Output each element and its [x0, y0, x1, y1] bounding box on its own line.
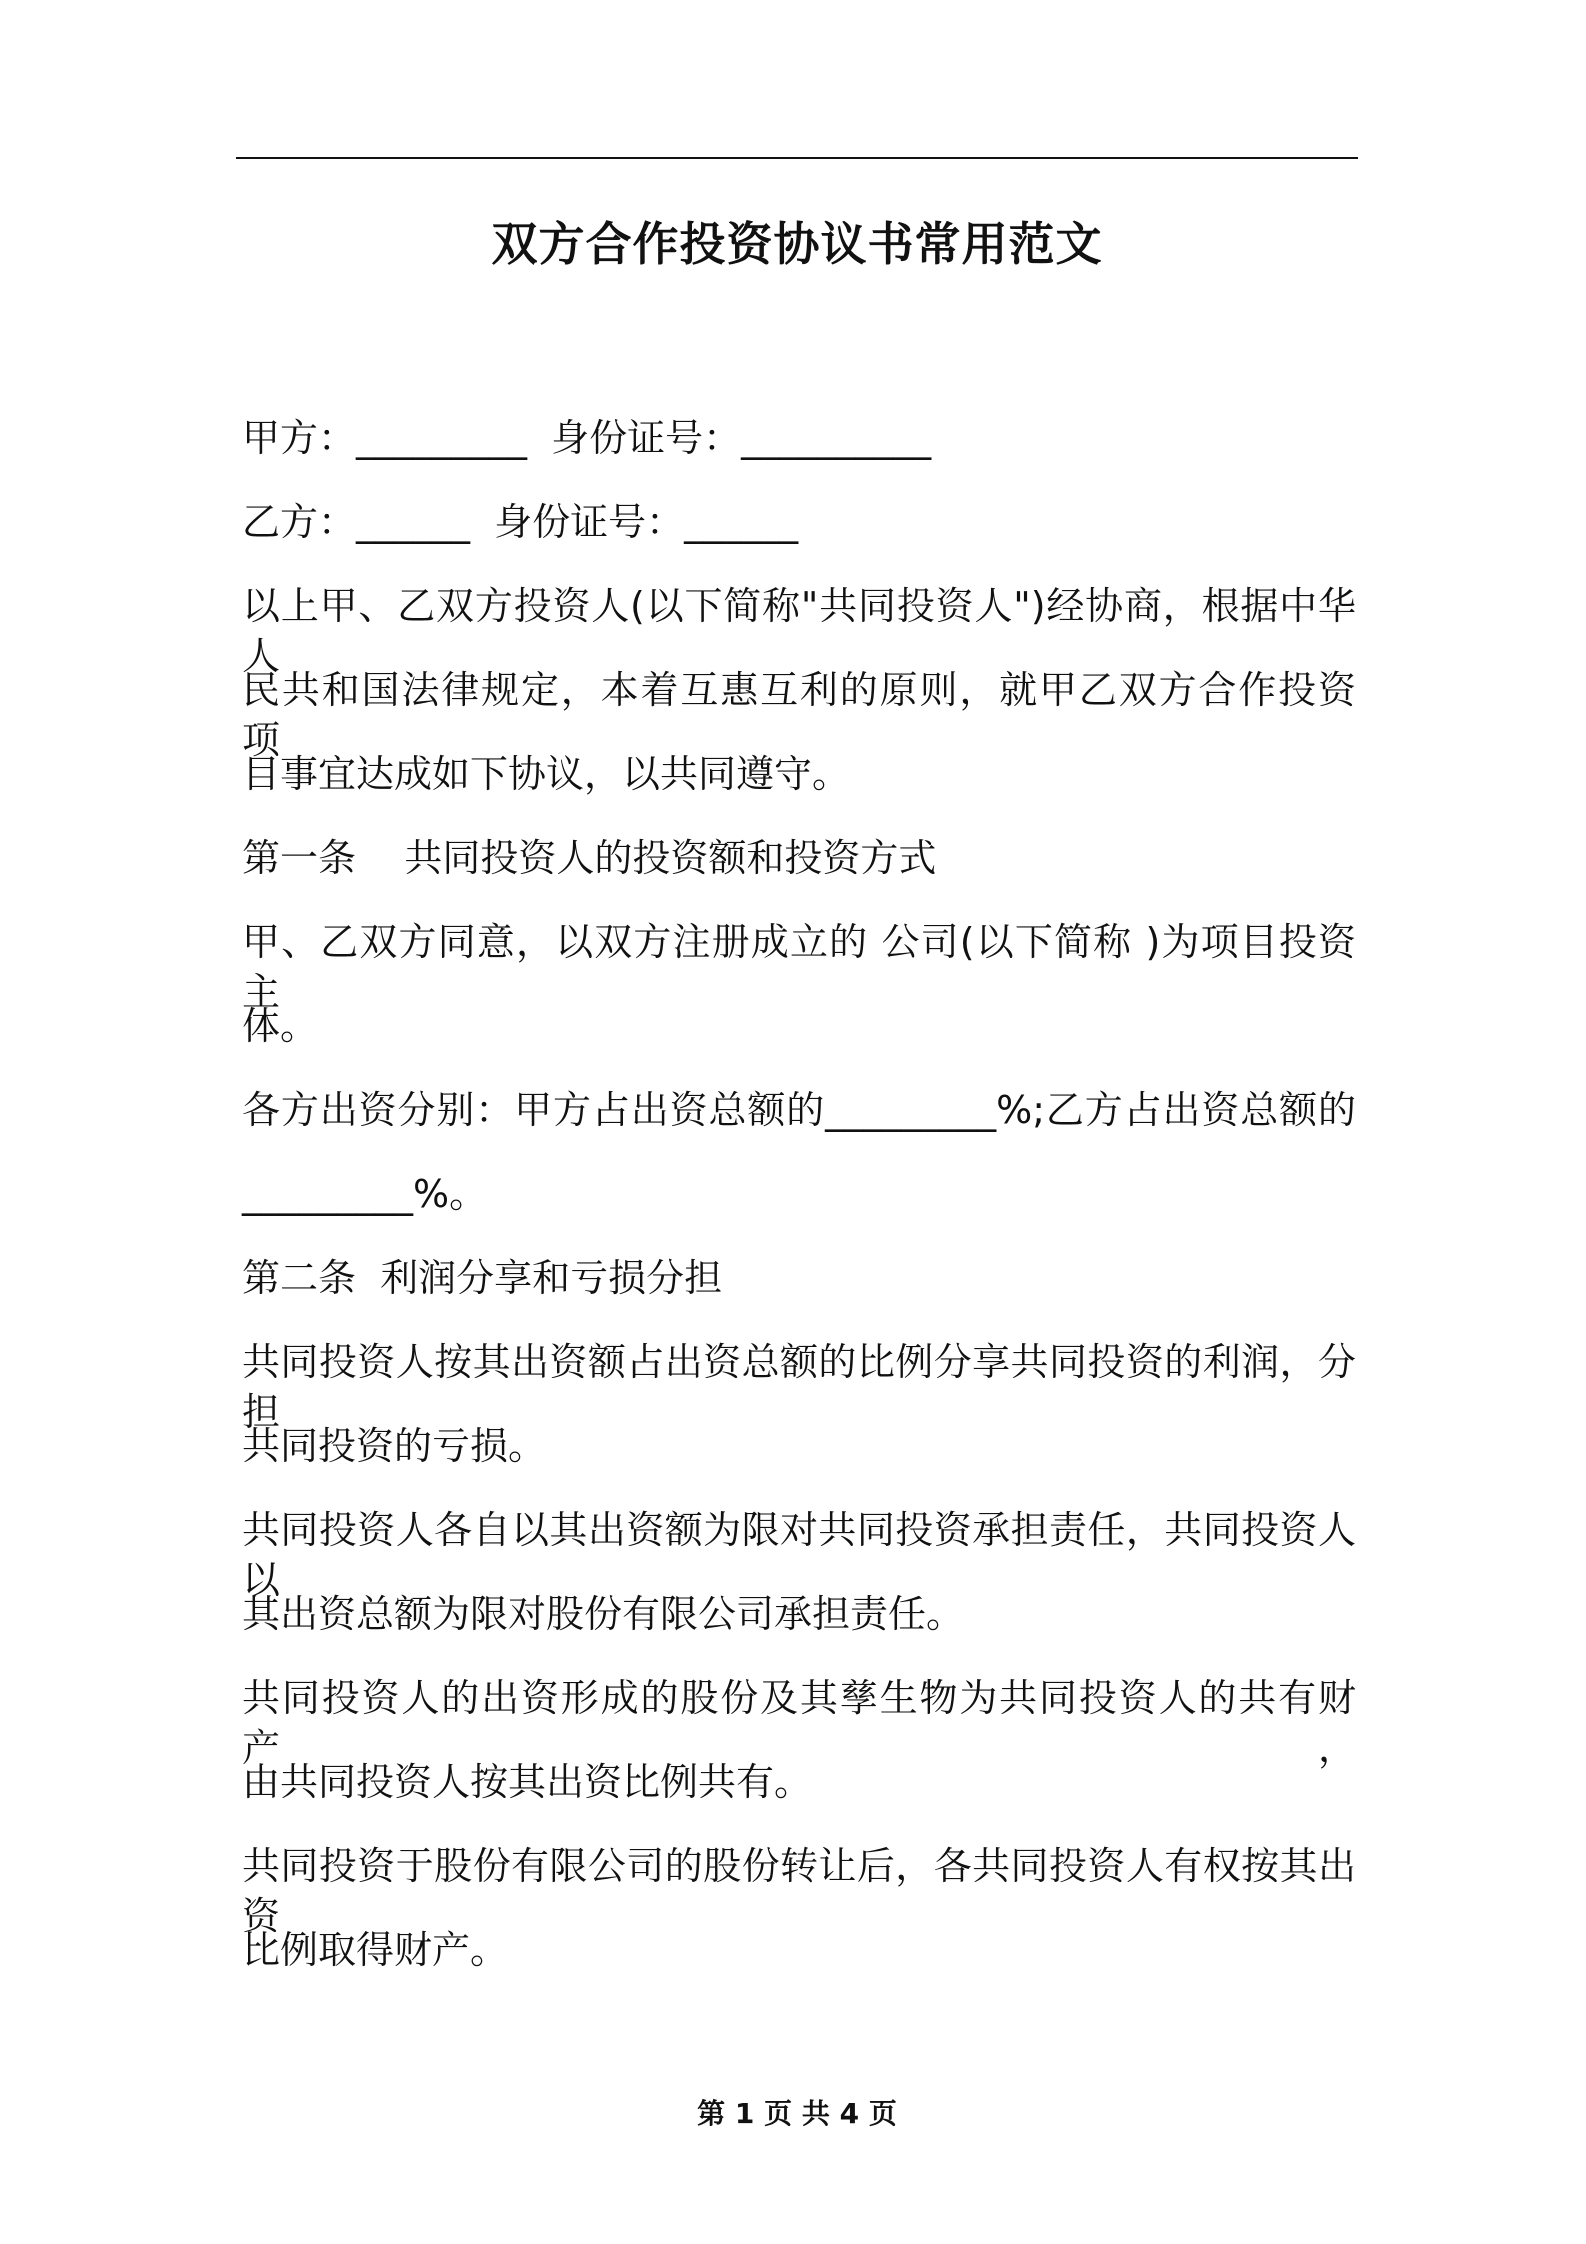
article-1-heading: 第一条 共同投资人的投资额和投资方式 — [242, 836, 937, 880]
paragraph-line: 目事宜达成如下协议，以共同遵守。 — [242, 752, 851, 796]
paragraph-line: 甲、乙双方同意，以双方注册成立的 公司(以下简称 )为项目投资主 — [242, 920, 1356, 1014]
article-2-heading: 第二条 利润分享和亏损分担 — [242, 1256, 723, 1300]
paragraph-line: 共同投资于股份有限公司的股份转让后，各共同投资人有权按其出资 — [242, 1844, 1356, 1938]
paragraph-line: 共同投资人的出资形成的股份及其孳生物为共同投资人的共有财产， — [242, 1676, 1356, 1770]
paragraph-line: 各方出资分别：甲方占出资总额的_________%;乙方占出资总额的 — [242, 1088, 1356, 1132]
paragraph-line: 比例取得财产。 — [242, 1928, 509, 1972]
header-rule — [236, 157, 1358, 159]
paragraph-line: 共同投资人按其出资额占出资总额的比例分享共同投资的利润，分担 — [242, 1340, 1356, 1434]
paragraph-line: 以上甲、乙双方投资人(以下简称"共同投资人")经协商，根据中华人 — [242, 584, 1356, 678]
paragraph-line: 共同投资的亏损。 — [242, 1424, 547, 1468]
party-b-line: 乙方：______ 身份证号：______ — [242, 500, 799, 544]
paragraph-line: 其出资总额为限对股份有限公司承担责任。 — [242, 1592, 965, 1636]
document-title: 双方合作投资协议书常用范文 — [491, 217, 1103, 271]
page-number-footer: 第 1 页 共 4 页 — [697, 2097, 897, 2130]
paragraph-line: 民共和国法律规定，本着互惠互利的原则，就甲乙双方合作投资 项 — [242, 668, 1356, 762]
paragraph-line: 共同投资人各自以其出资额为限对共同投资承担责任，共同投资人以 — [242, 1508, 1356, 1602]
party-a-line: 甲方：_________ 身份证号：__________ — [242, 416, 932, 460]
paragraph-line: 由共同投资人按其出资比例共有。 — [242, 1760, 813, 1804]
paragraph-line: _________%。 — [242, 1172, 488, 1216]
paragraph-line: 体。 — [242, 1004, 319, 1048]
